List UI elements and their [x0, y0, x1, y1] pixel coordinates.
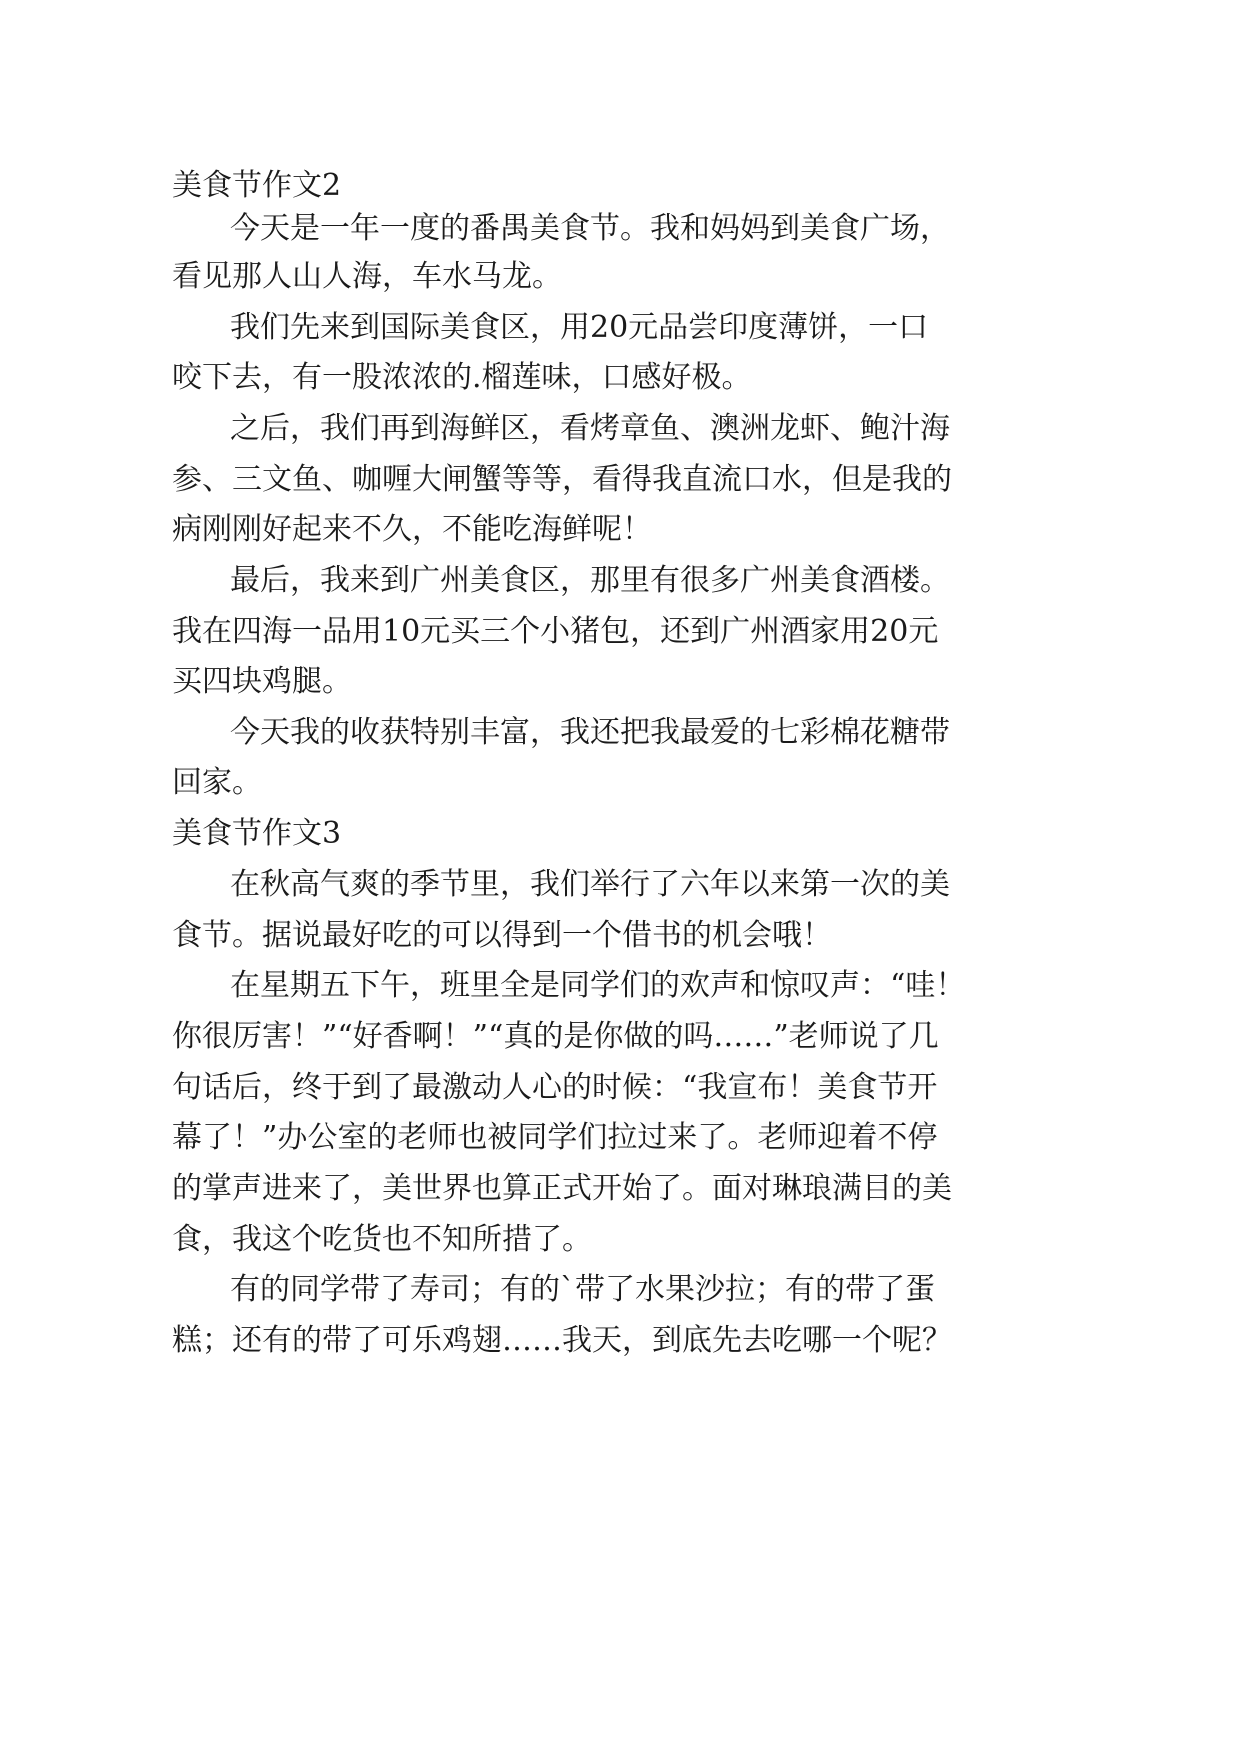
paragraph-line: 食，我这个吃货也不知所措了。 — [172, 1222, 592, 1257]
paragraph-line: 句话后，终于到了最激动人心的时候：“我宣布！美食节开 — [172, 1070, 938, 1105]
paragraph-line: 你很厉害！”“好香啊！”“真的是你做的吗……”老师说了几 — [172, 1019, 939, 1054]
section-title: 美食节作文3 — [172, 816, 342, 851]
paragraph-line: 参、三文鱼、咖喱大闸蟹等等，看得我直流口水，但是我的 — [172, 462, 952, 497]
paragraph-line: 今天是一年一度的番禺美食节。我和妈妈到美食广场， — [230, 211, 950, 246]
paragraph-line: 糕；还有的带了可乐鸡翅……我天，到底先去吃哪一个呢？ — [172, 1323, 952, 1358]
paragraph-line: 幕了！”办公室的老师也被同学们拉过来了。老师迎着不停 — [172, 1120, 938, 1155]
paragraph-line: 我在四海一品用10元买三个小猪包，还到广州酒家用20元 — [172, 614, 939, 649]
paragraph-line: 回家。 — [172, 765, 262, 800]
paragraph-line: 我们先来到国际美食区，用20元品尝印度薄饼，一口 — [230, 310, 929, 345]
paragraph-line: 病刚刚好起来不久，不能吃海鲜呢！ — [172, 512, 652, 547]
paragraph-line: 买四块鸡腿。 — [172, 664, 352, 699]
paragraph-line: 最后，我来到广州美食区，那里有很多广州美食酒楼。 — [230, 563, 950, 598]
paragraph-line: 食节。据说最好吃的可以得到一个借书的机会哦！ — [172, 918, 832, 953]
paragraph-line: 在秋高气爽的季节里，我们举行了六年以来第一次的美 — [230, 867, 950, 902]
paragraph-line: 看见那人山人海，车水马龙。 — [172, 259, 562, 294]
section-title: 美食节作文2 — [172, 168, 342, 203]
paragraph-line: 咬下去，有一股浓浓的.榴莲味，口感好极。 — [172, 360, 752, 395]
paragraph-line: 的掌声进来了，美世界也算正式开始了。面对琳琅满目的美 — [172, 1171, 952, 1206]
paragraph-line: 今天我的收获特别丰富，我还把我最爱的七彩棉花糖带 — [230, 715, 950, 750]
paragraph-line: 有的同学带了寿司；有的`带了水果沙拉；有的带了蛋 — [230, 1272, 935, 1307]
paragraph-line: 在星期五下午，班里全是同学们的欢声和惊叹声：“哇！ — [230, 968, 966, 1003]
paragraph-line: 之后，我们再到海鲜区，看烤章鱼、澳洲龙虾、鲍汁海 — [230, 411, 950, 446]
